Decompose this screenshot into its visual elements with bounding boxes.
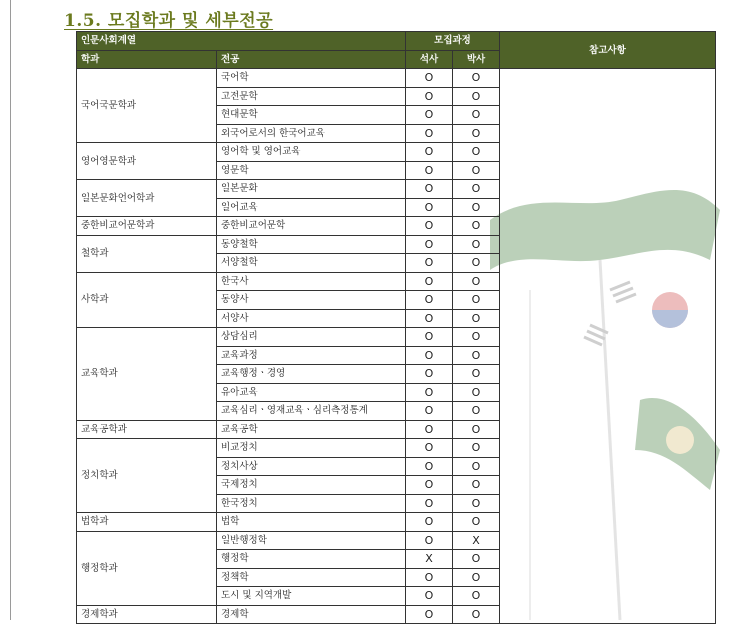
- masters-mark-cell: O: [406, 217, 453, 236]
- masters-mark-cell: O: [406, 198, 453, 217]
- doctoral-header: 박사: [453, 50, 500, 69]
- doctoral-mark-cell: O: [453, 457, 500, 476]
- department-cell: 경제학과: [77, 605, 217, 624]
- doctoral-mark-cell: O: [453, 291, 500, 310]
- major-cell: 교육공학: [217, 420, 406, 439]
- major-cell: 교육과정: [217, 346, 406, 365]
- doctoral-mark-cell: O: [453, 402, 500, 421]
- masters-mark-cell: O: [406, 143, 453, 162]
- major-cell: 외국어로서의 한국어교육: [217, 124, 406, 143]
- masters-mark-cell: O: [406, 420, 453, 439]
- major-cell: 정치사상: [217, 457, 406, 476]
- doctoral-mark-cell: O: [453, 272, 500, 291]
- doctoral-mark-cell: O: [453, 328, 500, 347]
- doctoral-mark-cell: O: [453, 587, 500, 606]
- masters-mark-cell: O: [406, 309, 453, 328]
- major-cell: 상담심리: [217, 328, 406, 347]
- masters-mark-cell: O: [406, 476, 453, 495]
- doctoral-mark-cell: O: [453, 180, 500, 199]
- masters-mark-cell: O: [406, 383, 453, 402]
- major-cell: 영문학: [217, 161, 406, 180]
- doctoral-mark-cell: O: [453, 69, 500, 88]
- department-cell: 사학과: [77, 272, 217, 328]
- notes-cell: [500, 69, 716, 624]
- doctoral-mark-cell: O: [453, 198, 500, 217]
- major-cell: 교육행정ㆍ경영: [217, 365, 406, 384]
- masters-mark-cell: O: [406, 457, 453, 476]
- masters-mark-cell: O: [406, 291, 453, 310]
- masters-mark-cell: O: [406, 402, 453, 421]
- department-cell: 법학과: [77, 513, 217, 532]
- department-cell: 국어국문학과: [77, 69, 217, 143]
- masters-mark-cell: O: [406, 328, 453, 347]
- doctoral-mark-cell: O: [453, 513, 500, 532]
- major-cell: 행정학: [217, 550, 406, 569]
- department-cell: 행정학과: [77, 531, 217, 605]
- masters-mark-cell: O: [406, 346, 453, 365]
- masters-mark-cell: O: [406, 124, 453, 143]
- doctoral-mark-cell: O: [453, 309, 500, 328]
- doctoral-mark-cell: O: [453, 383, 500, 402]
- doctoral-mark-cell: O: [453, 365, 500, 384]
- major-cell: 서양철학: [217, 254, 406, 273]
- masters-mark-cell: O: [406, 531, 453, 550]
- doctoral-mark-cell: O: [453, 161, 500, 180]
- masters-mark-cell: O: [406, 587, 453, 606]
- department-cell: 철학과: [77, 235, 217, 272]
- masters-mark-cell: O: [406, 365, 453, 384]
- doctoral-mark-cell: O: [453, 346, 500, 365]
- doctoral-mark-cell: O: [453, 568, 500, 587]
- masters-mark-cell: O: [406, 494, 453, 513]
- department-header: 학과: [77, 50, 217, 69]
- department-cell: 일본문화언어학과: [77, 180, 217, 217]
- major-cell: 동양철학: [217, 235, 406, 254]
- department-cell: 교육공학과: [77, 420, 217, 439]
- masters-mark-cell: O: [406, 161, 453, 180]
- major-cell: 동양사: [217, 291, 406, 310]
- major-cell: 정책학: [217, 568, 406, 587]
- major-cell: 한국정치: [217, 494, 406, 513]
- major-cell: 일본문화: [217, 180, 406, 199]
- major-cell: 교육심리ㆍ영재교육ㆍ심리측정통계: [217, 402, 406, 421]
- doctoral-mark-cell: O: [453, 217, 500, 236]
- doctoral-mark-cell: O: [453, 420, 500, 439]
- masters-mark-cell: O: [406, 605, 453, 624]
- major-cell: 일어교육: [217, 198, 406, 217]
- masters-mark-cell: O: [406, 254, 453, 273]
- major-header: 전공: [217, 50, 406, 69]
- major-cell: 고전문학: [217, 87, 406, 106]
- masters-header: 석사: [406, 50, 453, 69]
- recruit-header: 모집과정: [406, 32, 500, 51]
- doctoral-mark-cell: O: [453, 106, 500, 125]
- major-cell: 일반행정학: [217, 531, 406, 550]
- major-cell: 한국사: [217, 272, 406, 291]
- major-cell: 영어학 및 영어교육: [217, 143, 406, 162]
- masters-mark-cell: O: [406, 513, 453, 532]
- doctoral-mark-cell: O: [453, 550, 500, 569]
- major-cell: 유아교육: [217, 383, 406, 402]
- major-cell: 국어학: [217, 69, 406, 88]
- notes-header: 참고사항: [500, 32, 716, 69]
- page-margin-line: [10, 0, 11, 620]
- masters-mark-cell: O: [406, 87, 453, 106]
- table-header-row: [77, 32, 716, 51]
- masters-mark-cell: O: [406, 439, 453, 458]
- table-body: [77, 69, 716, 624]
- masters-mark-cell: O: [406, 69, 453, 88]
- major-cell: 서양사: [217, 309, 406, 328]
- doctoral-mark-cell: O: [453, 439, 500, 458]
- department-cell: 영어영문학과: [77, 143, 217, 180]
- department-cell: 교육학과: [77, 328, 217, 421]
- doctoral-mark-cell: O: [453, 254, 500, 273]
- masters-mark-cell: O: [406, 106, 453, 125]
- doctoral-mark-cell: O: [453, 124, 500, 143]
- major-cell: 비교정치: [217, 439, 406, 458]
- section-heading: 1.5. 모집학과 및 세부전공: [64, 11, 274, 31]
- doctoral-mark-cell: O: [453, 235, 500, 254]
- masters-mark-cell: O: [406, 180, 453, 199]
- field-header: 인문사회계열: [77, 32, 406, 51]
- major-cell: 현대문학: [217, 106, 406, 125]
- doctoral-mark-cell: O: [453, 605, 500, 624]
- masters-mark-cell: O: [406, 272, 453, 291]
- masters-mark-cell: O: [406, 235, 453, 254]
- major-cell: 법학: [217, 513, 406, 532]
- major-cell: 중한비교어문학: [217, 217, 406, 236]
- department-cell: 중한비교어문학과: [77, 217, 217, 236]
- major-cell: 국제정치: [217, 476, 406, 495]
- major-cell: 경제학: [217, 605, 406, 624]
- masters-mark-cell: O: [406, 568, 453, 587]
- doctoral-mark-cell: X: [453, 531, 500, 550]
- doctoral-mark-cell: O: [453, 494, 500, 513]
- majors-table: [76, 31, 716, 624]
- department-cell: 정치학과: [77, 439, 217, 513]
- masters-mark-cell: X: [406, 550, 453, 569]
- major-cell: 도시 및 지역개발: [217, 587, 406, 606]
- table-row: [77, 69, 716, 88]
- doctoral-mark-cell: O: [453, 87, 500, 106]
- doctoral-mark-cell: O: [453, 143, 500, 162]
- doctoral-mark-cell: O: [453, 476, 500, 495]
